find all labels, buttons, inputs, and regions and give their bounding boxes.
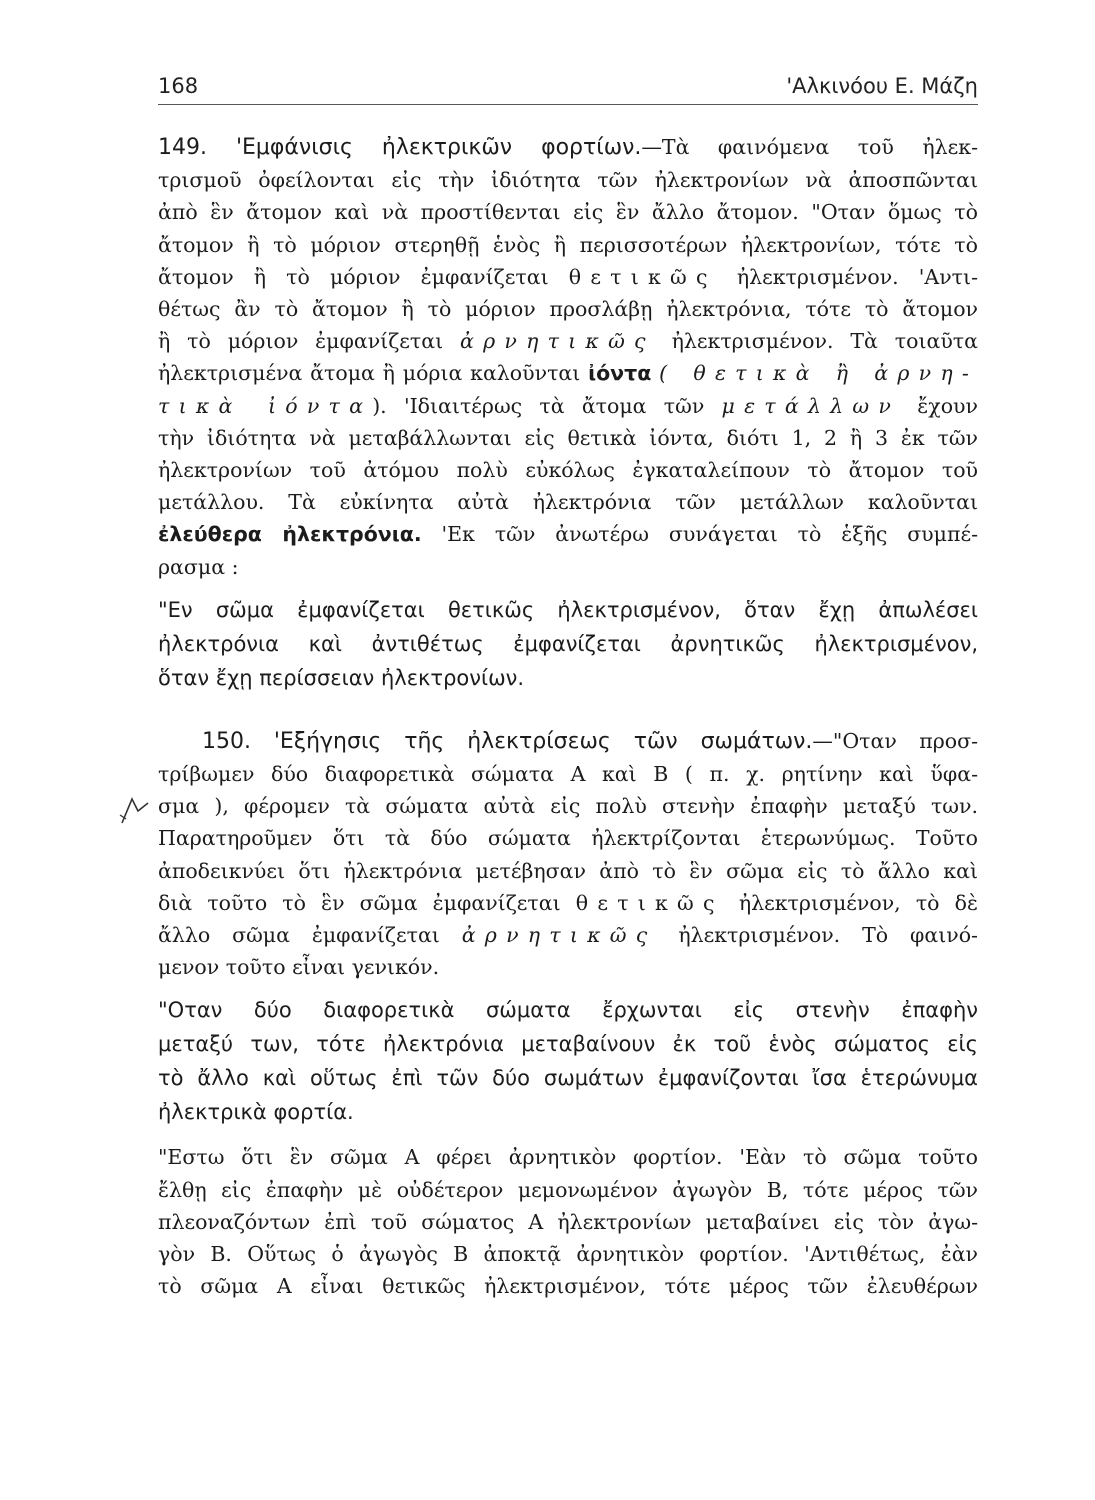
- paragraph-fragment: ἄτομον ἢ τὸ μόριον ἐμφανίζεται: [158, 264, 549, 289]
- page-header: [158, 74, 978, 104]
- paragraph-line: ρασμα :: [158, 554, 239, 579]
- spaced-emphasis: μετάλλων: [721, 393, 901, 418]
- paragraph-fragment: ἠλεκτρισμένα ἄτομα ἢ μόρια καλοῦνται: [158, 361, 581, 386]
- section-150-summary: [158, 993, 978, 1129]
- paragraph-fragment: ἢ τὸ μόριον ἐμφανίζεται: [158, 329, 444, 354]
- spaced-emphasis: ἀρνητικῶς: [460, 329, 655, 354]
- summary-line: ἠλεκτρόνια καὶ ἀντιθέτως ἐμφανίζεται ἀρνητικῶς ἠλεκτρισμένον,: [158, 631, 978, 656]
- page-number: 168: [158, 74, 199, 98]
- paragraph-line: μετάλλου. Τὰ εὐκίνητα αὐτὰ ἠλεκτρόνια τῶν μετάλλων καλοῦνται: [158, 490, 978, 515]
- section-149-summary: [158, 593, 978, 695]
- paragraph-line: θέτως ἂν τὸ ἄτομον ἢ τὸ μόριον προσλάβῃ ἠλεκτρόνια, τότε τὸ ἄτομον: [158, 297, 978, 322]
- spaced-emphasis: ( θετικὰ ἢ ἀρνη-: [659, 361, 978, 386]
- paragraph-line: —Τὰ φαινόμενα τοῦ ἠλεκ-: [641, 135, 978, 159]
- paragraph-line: "Εστω ὅτι ἓν σῶμα Α φέρει ἀρνητικὸν φορτίον. 'Εὰν τὸ σῶμα τοῦτο: [158, 1145, 978, 1170]
- bold-term: ἐλεύθερα ἠλεκτρόνια.: [158, 522, 422, 547]
- summary-line: ὅταν ἔχῃ περίσσειαν ἠλεκτρονίων.: [158, 665, 525, 690]
- paragraph-fragment: ἔχουν: [917, 393, 978, 418]
- paragraph-line: μενον τοῦτο εἶναι γενικόν.: [158, 955, 440, 980]
- summary-line: τὸ ἄλλο καὶ οὕτως ἐπὶ τῶν δύο σωμάτων ἐμφανίζονται ἴσα ἑτερώνυμα: [158, 1066, 978, 1091]
- paragraph-line: ἀποδεικνύει ὅτι ἠλεκτρόνια μετέβησαν ἀπὸ τὸ ἓν σῶμα εἰς τὸ ἄλλο καὶ: [158, 858, 978, 883]
- running-title: 'Αλκινόου Ε. Μάζη: [786, 74, 978, 98]
- spaced-emphasis: θετικῶς: [575, 890, 724, 915]
- section-150-title: 150. 'Εξήγησις τῆς ἠλεκτρίσεως τῶν σωμάτων.: [202, 728, 813, 754]
- paragraph-line: ἄτομον ἢ τὸ μόριον στερηθῇ ἑνὸς ἢ περισσοτέρων ἠλεκτρονίων, τότε τὸ: [158, 232, 978, 257]
- paragraph-line: τὸ σῶμα Α εἶναι θετικῶς ἠλεκτρισμένον, τότε μέρος τῶν ἐλευθέρων: [158, 1274, 978, 1299]
- paragraph-line: τρίβωμεν δύο διαφορετικὰ σώματα Α καὶ Β ( π. χ. ρητίνην καὶ ὕφα-: [158, 762, 978, 787]
- summary-line: "Εν σῶμα ἐμφανίζεται θετικῶς ἠλεκτρισμένον, ὅταν ἔχῃ ἀπωλέσει: [158, 597, 978, 622]
- paragraph-line: τὴν ἰδιότητα νὰ μεταβάλλωνται εἰς θετικὰ ἰόντα, διότι 1, 2 ἢ 3 ἐκ τῶν: [158, 425, 978, 450]
- section-150: [158, 725, 978, 984]
- paragraph-line: ἀπὸ ἓν ἄτομον καὶ νὰ προστίθενται εἰς ἓν ἄλλο ἄτομον. "Οταν ὅμως τὸ: [158, 200, 978, 225]
- paragraph-fragment: ἠλεκτρισμένον, τὸ δὲ: [738, 890, 978, 915]
- paragraph-line: ἠλεκτρονίων τοῦ ἀτόμου πολὺ εὐκόλως ἐγκαταλείπουν τὸ ἄτομον τοῦ: [158, 458, 978, 483]
- summary-line: "Οταν δύο διαφορετικὰ σώματα ἔρχωνται εἰς στενὴν ἐπαφὴν: [158, 998, 978, 1023]
- paragraph-fragment: ἄλλο σῶμα ἐμφανίζεται: [158, 923, 440, 948]
- paragraph-fragment: ). 'Ιδιαιτέρως τὰ ἄτομα τῶν: [372, 393, 705, 418]
- paragraph-line: ἔλθῃ εἰς ἐπαφὴν μὲ οὐδέτερον μεμονωμένον ἀγωγὸν Β, τότε μέρος τῶν: [158, 1177, 978, 1202]
- bold-term: ἰόντα: [588, 361, 652, 386]
- paragraph-line: Παρατηροῦμεν ὅτι τὰ δύο σώματα ἠλεκτρίζονται ἑτερωνύμως. Τοῦτο: [158, 826, 978, 851]
- section-149-title: 149. 'Εμφάνισις ἠλεκτρικῶν φορτίων.: [158, 135, 642, 160]
- paragraph-line: τρισμοῦ ὀφείλονται εἰς τὴν ἰδιότητα τῶν ἠλεκτρονίων νὰ ἀποσπῶνται: [158, 168, 978, 193]
- pencil-mark-icon: [118, 793, 152, 827]
- book-page: [158, 74, 978, 1454]
- paragraph-fragment: διὰ τοῦτο τὸ ἓν σῶμα ἐμφανίζεται: [158, 890, 561, 915]
- paragraph-line: πλεοναζόντων ἐπὶ τοῦ σώματος Α ἠλεκτρονίων μεταβαίνει εἰς τὸν ἀγω-: [158, 1209, 978, 1234]
- paragraph-fragment: ἠλεκτρισμένον. Τὸ φαινό-: [678, 923, 978, 948]
- section-150-final-paragraph: [158, 1141, 978, 1302]
- section-149: [158, 131, 978, 583]
- header-rule: [158, 104, 978, 105]
- paragraph-fragment: ἠλεκτρισμένον. 'Αντι-: [736, 264, 978, 289]
- paragraph-fragment: ἠλεκτρισμένον. Τὰ τοιαῦτα: [671, 329, 978, 354]
- spaced-emphasis: θετικῶς: [568, 264, 717, 289]
- spaced-emphasis: ἀρνητικῶς: [461, 923, 657, 948]
- summary-line: μεταξύ των, τότε ἠλεκτρόνια μεταβαίνουν ἐκ τοῦ ἑνὸς σώματος εἰς: [158, 1032, 978, 1057]
- summary-line: ἠλεκτρικὰ φορτία.: [158, 1100, 354, 1125]
- paragraph-fragment: —"Οταν προσ-: [812, 728, 978, 753]
- paragraph-line: γὸν Β. Οὕτως ὁ ἀγωγὸς Β ἀποκτᾷ ἀρνητικὸν φορτίον. 'Αντιθέτως, ἐὰν: [158, 1242, 978, 1267]
- paragraph-line: σμα ), φέρομεν τὰ σώματα αὐτὰ εἰς πολὺ στενὴν ἐπαφὴν μεταξύ των.: [158, 794, 978, 819]
- paragraph-fragment: 'Εκ τῶν ἀνωτέρω συνάγεται τὸ ἑξῆς συμπέ-: [441, 522, 978, 547]
- spaced-emphasis: τικὰ ἰόντα: [158, 393, 373, 418]
